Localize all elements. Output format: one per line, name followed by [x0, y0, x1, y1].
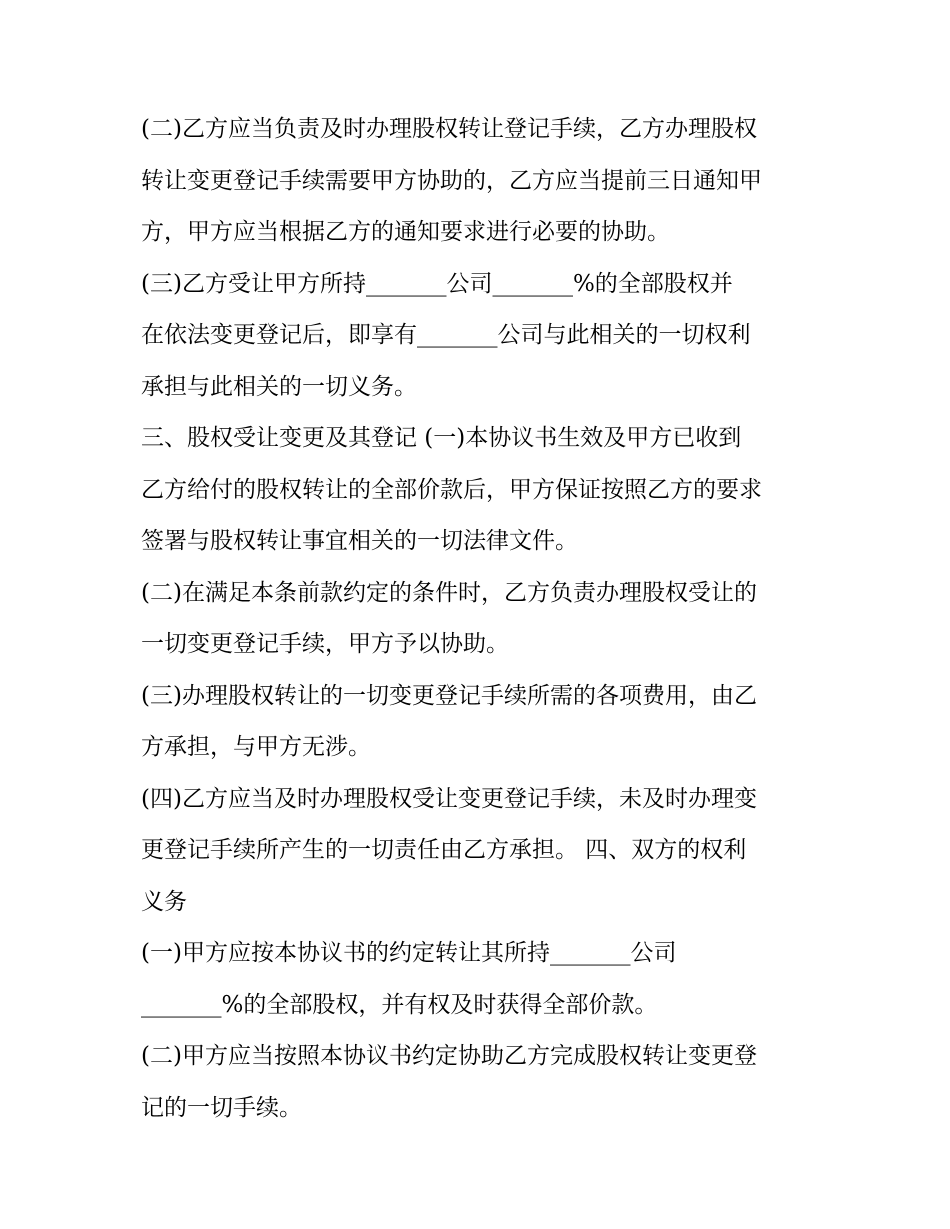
text-line: (三)乙方受让甲方所持_______公司_______%的全部股权并: [141, 270, 733, 297]
text-line: _______%的全部股权，并有权及时获得全部价款。: [141, 991, 658, 1018]
text-line: 方承担，与甲方无涉。: [141, 734, 371, 760]
text-line: 义务: [141, 888, 187, 915]
text-line: 一切变更登记手续，甲方予以协助。: [141, 631, 509, 657]
text-line: 转让变更登记手续需要甲方协助的，乙方应当提前三日通知甲: [141, 167, 762, 194]
text-line: (三)办理股权转让的一切变更登记手续所需的各项费用，由乙: [141, 682, 757, 709]
document-body: [141, 104, 816, 1134]
text-line: (四)乙方应当及时办理股权受让变更登记手续，未及时办理变: [141, 785, 757, 812]
text-line: (二)在满足本条前款约定的条件时，乙方负责办理股权受让的: [141, 579, 757, 606]
text-line: 承担与此相关的一切义务。: [141, 373, 417, 400]
text-line: 乙方给付的股权转让的全部价款后，甲方保证按照乙方的要求: [141, 476, 762, 503]
text-line: 记的一切手续。: [141, 1094, 302, 1121]
text-line: 方，甲方应当根据乙方的通知要求进行必要的协助。: [141, 219, 670, 245]
text-line: (二)甲方应当按照本协议书约定协助乙方完成股权转让变更登: [141, 1043, 757, 1069]
text-line: (二)乙方应当负责及时办理股权转让登记手续，乙方办理股权: [141, 116, 757, 142]
text-line: 签署与股权转让事宜相关的一切法律文件。: [141, 528, 578, 554]
text-line: (一)甲方应按本协议书的约定转让其所持_______公司: [141, 940, 677, 966]
section-heading-line: 三、股权受让变更及其登记 (一)本协议书生效及甲方已收到: [141, 425, 742, 451]
text-line: 在依法变更登记后，即享有_______公司与此相关的一切权利: [141, 322, 751, 348]
section-heading-line: 更登记手续所产生的一切责任由乙方承担。 四、双方的权利: [141, 837, 747, 863]
